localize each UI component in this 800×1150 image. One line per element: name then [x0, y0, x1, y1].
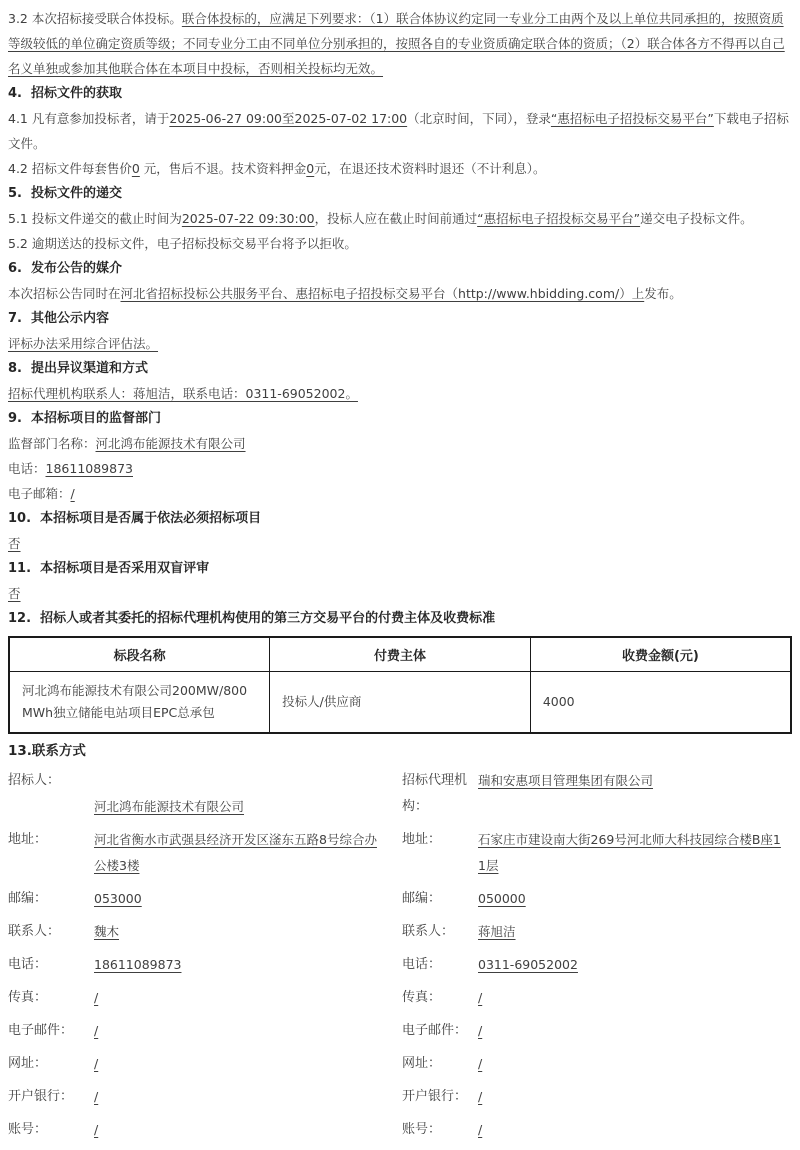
- paragraph: [8, 106, 792, 156]
- underlined-text: “惠招标电子招投标交易平台”: [477, 211, 641, 226]
- paragraph: [8, 481, 792, 506]
- contact-row: [8, 919, 792, 952]
- underlined-text: 河北省招标投标公共服务平台、惠招标电子招投标交易平台（http://www.hbidding.com/）上: [120, 286, 645, 301]
- contact-section: [8, 738, 792, 1150]
- underlined-text: 18611089873: [45, 461, 133, 476]
- text: 递交电子投标文件。: [640, 211, 753, 226]
- underlined-text: 河北鸿布能源技术有限公司: [95, 436, 246, 451]
- paragraph: [8, 581, 792, 606]
- contact-left-half: [8, 1018, 400, 1044]
- contact-right-half: [400, 827, 792, 879]
- text: 7. 其他公示内容: [8, 311, 110, 326]
- paragraph: [8, 381, 792, 406]
- text: ，投标人应在截止时间前通过: [314, 211, 478, 226]
- section-heading: [8, 556, 792, 581]
- contact-left-half: [8, 985, 400, 1011]
- contact-label: 地址：: [402, 832, 442, 847]
- fee-table-cell-amount: 4000: [530, 672, 791, 734]
- text: 6. 发布公告的媒介: [8, 261, 123, 276]
- contact-label: 网址：: [402, 1056, 442, 1071]
- fee-table-header-lot-name: 标段名称: [9, 637, 270, 672]
- contact-right-half: [400, 985, 792, 1011]
- underlined-text: 招标代理机构联系人：蒋旭洁，联系电话：0311-69052002。: [8, 386, 358, 401]
- contact-label: 电子邮件：: [8, 1023, 74, 1038]
- fee-table-section: [8, 636, 792, 734]
- section-heading: [8, 406, 792, 431]
- contact-value: 0311-69052002: [478, 957, 578, 972]
- contact-left-half: [8, 768, 400, 820]
- contact-row: [8, 1084, 792, 1117]
- contact-right-half: [400, 768, 792, 820]
- paragraph: [8, 431, 792, 456]
- contact-label: 开户银行：: [8, 1089, 74, 1104]
- paragraph: [8, 331, 792, 356]
- contact-value: /: [94, 1089, 99, 1104]
- contact-value: 石家庄市建设南大街269号河北师大科技园综合楼B座11层: [478, 832, 781, 873]
- paragraph: [8, 6, 792, 81]
- contact-left-half: [8, 919, 400, 945]
- contact-value: /: [478, 1122, 483, 1137]
- contact-right-half: [400, 1018, 792, 1044]
- text: （北京时间，下同），登录: [407, 111, 551, 126]
- contact-row: [8, 827, 792, 886]
- contact-right-half: [400, 886, 792, 912]
- contact-row: [8, 1051, 792, 1084]
- contact-value: 魏木: [94, 924, 120, 939]
- text: 5.2 逾期送达的投标文件，电子招标投标交易平台将予以拒收。: [8, 236, 357, 251]
- fee-table-cell-lot-name: 河北鸿布能源技术有限公司200MW/800MWh独立储能电站项目EPC总承包: [9, 672, 270, 734]
- contact-row: [8, 768, 792, 827]
- underlined-text: 评标办法采用综合评估法。: [8, 336, 159, 351]
- text: 3.2 本次招标接受联合体投标。: [8, 11, 182, 26]
- paragraph: [8, 281, 792, 306]
- contact-value: /: [94, 1023, 99, 1038]
- text: 10. 本招标项目是否属于依法必须招标项目: [8, 511, 262, 526]
- contact-left-half: [8, 1051, 400, 1077]
- text: 元，在退还技术资料时退还（不计利息）。: [314, 161, 546, 176]
- fee-standard-table: [8, 636, 792, 734]
- underlined-text: “惠招标电子招投标交易平台”: [550, 111, 714, 126]
- contact-value: 053000: [94, 891, 142, 906]
- text: 5.1 投标文件递交的截止时间为: [8, 211, 182, 226]
- paragraph: [8, 156, 792, 181]
- contact-right-half: [400, 1084, 792, 1110]
- contact-row: [8, 1018, 792, 1051]
- contact-value: 蒋旭洁: [478, 924, 516, 939]
- section-heading: [8, 256, 792, 281]
- contact-label: 招标代理机构：: [402, 773, 468, 814]
- contact-label: 联系人：: [8, 924, 61, 939]
- text: 12. 招标人或者其委托的招标代理机构使用的第三方交易平台的付费主体及收费标准: [8, 611, 496, 626]
- fee-table-header-amount: 收费金额(元): [530, 637, 791, 672]
- text: 4.2 招标文件每套售价: [8, 161, 132, 176]
- contact-value: /: [478, 1056, 483, 1071]
- contact-left-half: [8, 1084, 400, 1110]
- contact-right-half: [400, 952, 792, 978]
- contact-value: /: [478, 1089, 483, 1104]
- contact-label: 电话：: [402, 957, 442, 972]
- paragraph: [8, 531, 792, 556]
- text: 4. 招标文件的获取: [8, 86, 123, 101]
- paragraph: [8, 456, 792, 481]
- contact-right-half: [400, 919, 792, 945]
- contact-value: /: [94, 1122, 99, 1137]
- underlined-text: 0: [306, 161, 315, 176]
- contact-label: 账号：: [8, 1122, 48, 1137]
- contact-label: 账号：: [402, 1122, 442, 1137]
- contact-left-half: [8, 952, 400, 978]
- underlined-text: 2025-06-27 09:00至2025-07-02 17:00: [169, 111, 408, 126]
- text: 本次招标公告同时在: [8, 286, 121, 301]
- contact-label: 传真：: [402, 990, 442, 1005]
- fee-table-header-row: [9, 637, 791, 672]
- contact-value: 18611089873: [94, 957, 182, 972]
- contact-value: 瑞和安惠项目管理集团有限公司: [478, 773, 654, 788]
- underlined-text: 否: [8, 536, 21, 551]
- text: 电话：: [8, 461, 46, 476]
- text: 元，售后不退。技术资料押金: [139, 161, 307, 176]
- underlined-text: /: [70, 486, 75, 501]
- table-row: [9, 672, 791, 734]
- document-body: [8, 6, 792, 631]
- underlined-text: 联合体投标的，应满足下列要求：（1）联合体协议约定同一专业分工由两个及以上单位共同承担的，按照资质等级较低的单位确定资质等级；不同专业分工由不同单位分别承担的，按照各自的专业资质确定联合体的资质；（2）联合体各方不得再以自己名义单独或参加其他联合体在本项目中投标，否则相关投标均无效。: [8, 11, 785, 76]
- text: 监督部门名称：: [8, 436, 96, 451]
- contact-value: 050000: [478, 891, 526, 906]
- text: 4.1 凡有意参加投标者，请于: [8, 111, 170, 126]
- underlined-text: 0: [131, 161, 140, 176]
- text: 8. 提出异议渠道和方式: [8, 361, 149, 376]
- underlined-text: 否: [8, 586, 21, 601]
- paragraph: [8, 231, 792, 256]
- section-heading: [8, 606, 792, 631]
- contact-label: 招标人：: [8, 773, 61, 788]
- section-heading: [8, 81, 792, 106]
- contact-label: 地址：: [8, 832, 48, 847]
- contact-right-half: [400, 1117, 792, 1143]
- contact-right-half: [400, 1051, 792, 1077]
- section-heading: [8, 356, 792, 381]
- contact-left-half: [8, 1117, 400, 1143]
- contact-label: 电话：: [8, 957, 48, 972]
- text: 发布。: [644, 286, 682, 301]
- section-heading: [8, 181, 792, 206]
- text: 11. 本招标项目是否采用双盲评审: [8, 561, 210, 576]
- text: 5. 投标文件的递交: [8, 186, 123, 201]
- text: 电子邮箱：: [8, 486, 71, 501]
- contact-label: 传真：: [8, 990, 48, 1005]
- contact-label: 开户银行：: [402, 1089, 468, 1104]
- section-heading: [8, 506, 792, 531]
- contact-label: 电子邮件：: [402, 1023, 468, 1038]
- contact-label: 网址：: [8, 1056, 48, 1071]
- contact-value: 河北鸿布能源技术有限公司: [94, 799, 245, 814]
- contact-value: /: [94, 1056, 99, 1071]
- section-heading: [8, 306, 792, 331]
- contact-rows: [8, 768, 792, 1150]
- contact-value: /: [94, 990, 99, 1005]
- fee-table-header-payer: 付费主体: [270, 637, 531, 672]
- text: 下载电子招标文件。: [8, 111, 789, 151]
- underlined-text: 2025-07-22 09:30:00: [181, 211, 315, 226]
- contact-row: [8, 985, 792, 1018]
- contact-row: [8, 886, 792, 919]
- contact-row: [8, 952, 792, 985]
- contact-value: /: [478, 990, 483, 1005]
- text: 9. 本招标项目的监督部门: [8, 411, 162, 426]
- contact-section-heading: 13.联系方式: [8, 743, 86, 759]
- contact-left-half: [8, 886, 400, 912]
- fee-table-cell-payer: 投标人/供应商: [270, 672, 531, 734]
- contact-value: /: [478, 1023, 483, 1038]
- contact-left-half: [8, 827, 400, 879]
- contact-label: 邮编：: [402, 891, 442, 906]
- paragraph: [8, 206, 792, 231]
- contact-label: 邮编：: [8, 891, 48, 906]
- contact-row: [8, 1117, 792, 1150]
- contact-value: 河北省衡水市武强县经济开发区滏东五路8号综合办公楼3楼: [94, 832, 377, 873]
- contact-label: 联系人：: [402, 924, 455, 939]
